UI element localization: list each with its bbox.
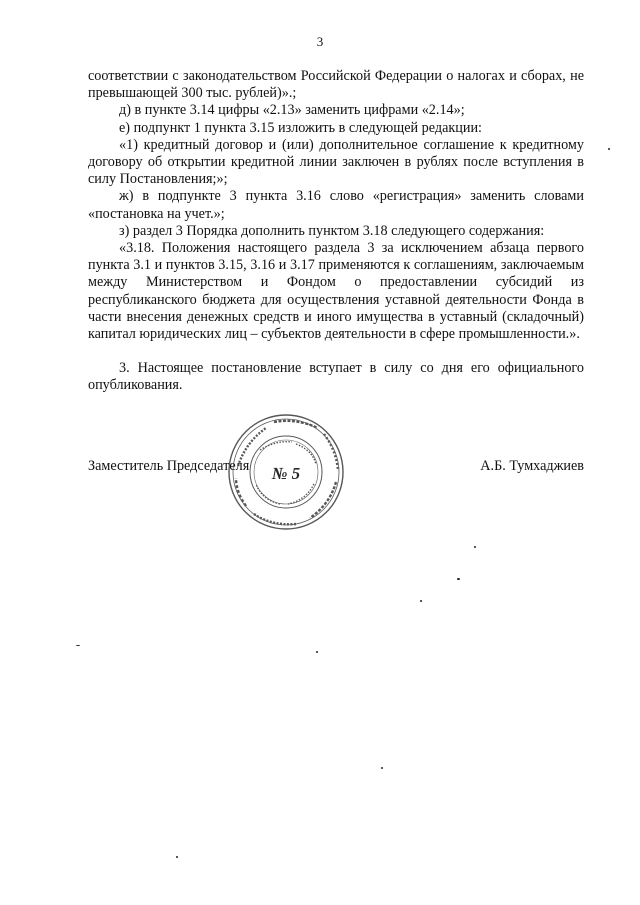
scan-speck	[457, 578, 460, 580]
paragraph-item-zh: ж) в подпункте 3 пункта 3.16 слово «регистрация» заменить словами «постановка на учет.»;	[88, 188, 584, 222]
paragraph-quote-318: «3.18. Положения настоящего раздела 3 за исключением абзаца первого пункта 3.1 и пунктов 3.15, 3.16 и 3.17 применяются к соглашениям, заключаемым между Министерством и Фондом о предоставлении субсидий из республиканского бюджета для осуществления уставной деятельности Фонда в части внесения денежных средств и иного имущества в уставный (складочный) капитал юридических лиц – субъектов деятельности в сфере промышленности.».	[88, 240, 584, 343]
paragraph-effective-date: 3. Настоящее постановление вступает в силу со дня его официального опубликования.	[88, 360, 584, 394]
stamp-seal-icon	[226, 412, 346, 532]
scan-speck	[474, 546, 476, 548]
paragraph-item-z: з) раздел 3 Порядка дополнить пунктом 3.18 следующего содержания:	[119, 222, 545, 239]
scan-speck	[420, 600, 422, 602]
scan-speck	[316, 651, 318, 653]
scan-speck	[381, 767, 383, 769]
scan-speck	[608, 148, 610, 150]
scan-speck	[176, 856, 178, 858]
official-stamp	[226, 412, 346, 532]
document-body	[88, 68, 584, 395]
page-number: 3	[316, 34, 324, 49]
paragraph-item-e: е) подпункт 1 пункта 3.15 изложить в следующей редакции:	[119, 119, 482, 136]
scan-speck	[76, 645, 80, 646]
stamp-number: № 5	[271, 464, 301, 483]
paragraph-continuation: соответствии с законодательством Российской Федерации о налогах и сборах, не превышающей 300 тыс. рублей)».;	[88, 68, 584, 102]
paragraph-quote-1: «1) кредитный договор и (или) дополнительное соглашение к кредитному договору об открытии кредитной линии заключен в рублях после вступления в силу Постановления;»;	[88, 136, 584, 188]
signer-title: Заместитель Председателя	[88, 458, 250, 474]
paragraph-item-d: д) в пункте 3.14 цифры «2.13» заменить цифрами «2.14»;	[119, 102, 465, 119]
signer-name: А.Б. Тумхаджиев	[480, 458, 584, 474]
